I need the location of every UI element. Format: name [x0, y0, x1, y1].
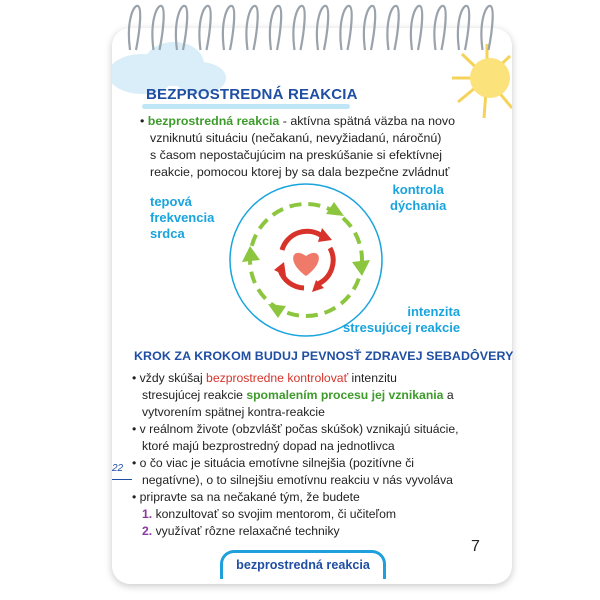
spiral-ring — [340, 6, 351, 50]
intro-term: bezprostredná reakcia — [147, 114, 280, 128]
intro-line4: reakcie, pomocou ktorej by sa dala bezpečne zvládnuť — [150, 165, 450, 179]
spiral-ring — [129, 6, 140, 50]
spiral-ring — [270, 6, 281, 50]
label-breathing-control: kontrola dýchania — [390, 182, 447, 213]
green-arrow-right — [352, 260, 370, 276]
spiral-ring — [199, 6, 210, 50]
intro-line1: - aktívna spätná väzba na novo — [279, 114, 455, 128]
section-title: BEZPROSTREDNÁ REAKCIA — [146, 86, 358, 103]
heart-icon — [293, 253, 319, 276]
page-number: 7 — [471, 538, 480, 555]
green-arrow-left — [242, 246, 260, 262]
spiral-ring — [176, 6, 187, 50]
spiral-ring — [223, 6, 234, 50]
spiral-ring — [246, 6, 257, 50]
label-stress-intensity: intenzita stresujúcej reakcie — [343, 304, 461, 335]
list-item: • o čo viac je situácia emotívne silnejšia (pozitívne či — [132, 456, 414, 470]
list-item: • v reálnom živote (obzvlášť počas skúšok) vznikajú situácie, — [132, 422, 459, 436]
spiral-ring — [317, 6, 328, 50]
spiral-ring — [411, 6, 422, 50]
spiral-ring — [152, 6, 163, 50]
intro-line2: vzniknutú situáciu (nečakanú, nevyžiadanú, náročnú) — [150, 131, 442, 145]
side-reference-line — [112, 479, 132, 480]
intro-paragraph — [140, 113, 490, 181]
spiral-ring — [364, 6, 375, 50]
side-page-reference: 22 — [112, 463, 124, 474]
green-arrow-bottom — [268, 304, 286, 318]
bottom-tab-label: bezprostredná reakcia — [236, 558, 370, 572]
spiral-ring — [387, 6, 398, 50]
numbered-item: 2. využívať rôzne relaxačné techniky — [142, 524, 340, 538]
steps-list: • vždy skúšaj bezprostredne kontrolovať intenzitu stresujúcej reakcie spomalením procesu jej vznikania a vytvorením spätnej kontra-reakcie • v reálnom živote (obzvlášť počas skúšok) vznikajú situácie, ktoré majú bezprostredný dopad na jednotlivca • o čo viac je situácia emotívne silnejšia (pozitívne či negatívne), o to silnejšiu emotívnu reakciu v nás vyvoláva • pripravte sa na nečakané tým, že budete 1. konzultovať so svojim mentorom, či učiteľom 2. využívať rôzne relaxačné techniky — [132, 370, 502, 540]
spiral-ring — [458, 6, 469, 50]
spiral-ring — [293, 6, 304, 50]
bullet-dot: • — [140, 114, 148, 128]
label-heart-rate: tepová frekvencia srdca — [150, 194, 215, 241]
bottom-tab[interactable] — [220, 550, 386, 579]
list-item: • vždy skúšaj bezprostredne kontrolovať intenzitu — [132, 371, 397, 385]
spiral-ring — [434, 6, 445, 50]
numbered-item: 1. konzultovať so svojim mentorom, či učiteľom — [142, 507, 397, 521]
section2-title: KROK ZA KROKOM BUDUJ PEVNOSŤ ZDRAVEJ SEBADÔVERY — [134, 349, 514, 363]
title-underline — [142, 104, 350, 109]
spiral-binding — [124, 0, 504, 58]
list-item: • pripravte sa na nečakané tým, že budete — [132, 490, 360, 504]
spiral-ring — [481, 6, 492, 50]
intro-line3: s časom nepostačujúcim na preskúšanie si efektívnej — [150, 148, 443, 162]
